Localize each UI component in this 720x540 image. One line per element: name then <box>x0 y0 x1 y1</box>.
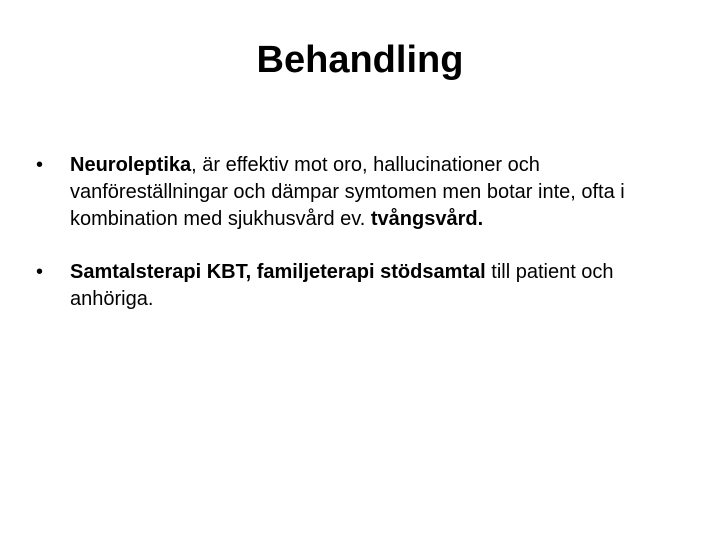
bullet-text-neuroleptika-term: Neuroleptika <box>70 154 192 176</box>
bullet-point-icon: • <box>36 261 44 283</box>
bullet-list <box>36 152 696 339</box>
bullet-text-samtalsterapi-body: till patient och anhöriga. <box>70 261 614 310</box>
slide-title: Behandling <box>256 39 464 81</box>
bullet-point-icon: • <box>36 154 44 176</box>
bullet-text-neuroleptika-body: , är effektiv mot oro, hallucinationer och vanföreställningar och dämpar symtomen men botar inte, ofta i kombination med sjukhusvård ev. <box>70 154 625 230</box>
bullet-item-samtalsterapi <box>36 259 696 313</box>
bullet-item-neuroleptika <box>36 152 696 233</box>
bullet-text-tvangsvard: tvångsvård. <box>370 208 484 230</box>
bullet-text-samtalsterapi-term: Samtalsterapi KBT, familjeterapi stödsamtal <box>70 261 486 283</box>
